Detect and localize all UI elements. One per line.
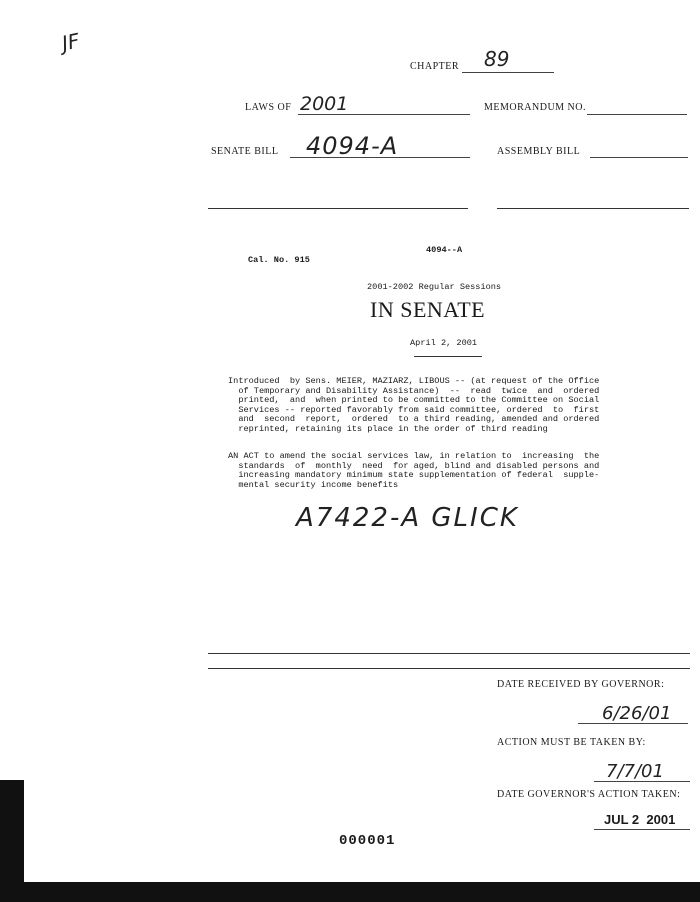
calendar-number: Cal. No. 915 [248, 255, 310, 265]
senate-bill-label: SENATE BILL [211, 146, 279, 157]
action-deadline-handwritten: 7/7/01 [606, 761, 664, 782]
divider-right [497, 208, 689, 209]
chamber-heading: IN SENATE [370, 297, 486, 322]
laws-of-label: LAWS OF [245, 102, 292, 113]
scan-edge-bottom [0, 882, 700, 902]
senate-bill-number-handwritten: 4094-A [306, 132, 399, 160]
act-line: AN ACT to amend the social services law, in relation to increasing the [228, 451, 600, 461]
introduced-line: and second report, ordered to a third reading, amended and ordered [228, 414, 600, 425]
assembly-companion-handwritten: A7422-A GLICK [296, 503, 519, 533]
act-line: standards of monthly need for aged, blind and disabled persons and [228, 460, 600, 471]
introduced-line: printed, and when printed to be committed to the Committee on Social [228, 395, 600, 406]
introduction-date: April 2, 2001 [410, 338, 478, 348]
chapter-line [462, 72, 554, 73]
memorandum-label: MEMORANDUM NO. [484, 102, 587, 113]
introduced-line: Introduced by Sens. MEIER, MAZIARZ, LIBOUS -- (at request of the Office [228, 376, 600, 386]
action-taken-label: DATE GOVERNOR'S ACTION TAKEN: [497, 789, 681, 800]
chapter-label: CHAPTER [410, 61, 460, 72]
introduced-paragraph [228, 377, 599, 435]
action-taken-line [594, 829, 690, 830]
action-deadline-label: ACTION MUST BE TAKEN BY: [497, 737, 646, 748]
introduced-line: Services -- reported favorably from said committee, ordered to first [228, 404, 600, 415]
lower-divider-2 [208, 668, 690, 669]
date-received-label: DATE RECEIVED BY GOVERNOR: [497, 679, 665, 690]
action-taken-stamp: JUL 2 2001 [604, 812, 676, 827]
introduced-line: of Temporary and Disability Assistance) -- read twice and ordered [228, 385, 600, 396]
bill-number: 4094--A [426, 245, 463, 255]
page-number: 000001 [339, 833, 396, 849]
divider-left [208, 208, 468, 209]
chapter-number-handwritten: 89 [484, 47, 510, 71]
act-title-paragraph [228, 452, 599, 490]
date-underline [414, 356, 482, 357]
lower-divider-1 [208, 653, 690, 654]
initials-handwritten: JF [59, 28, 82, 56]
act-line: increasing mandatory minimum state supplementation of federal supple- [228, 470, 600, 481]
laws-of-year-handwritten: 2001 [300, 93, 349, 115]
assembly-bill-label: ASSEMBLY BILL [497, 146, 581, 157]
session-label: 2001-2002 Regular Sessions [367, 282, 502, 292]
assembly-bill-line [590, 157, 688, 158]
act-line: mental security income benefits [228, 479, 399, 490]
date-received-handwritten: 6/26/01 [602, 703, 672, 724]
introduced-line: reprinted, retaining its place in the order of third reading [228, 423, 548, 434]
memorandum-line [587, 114, 687, 115]
